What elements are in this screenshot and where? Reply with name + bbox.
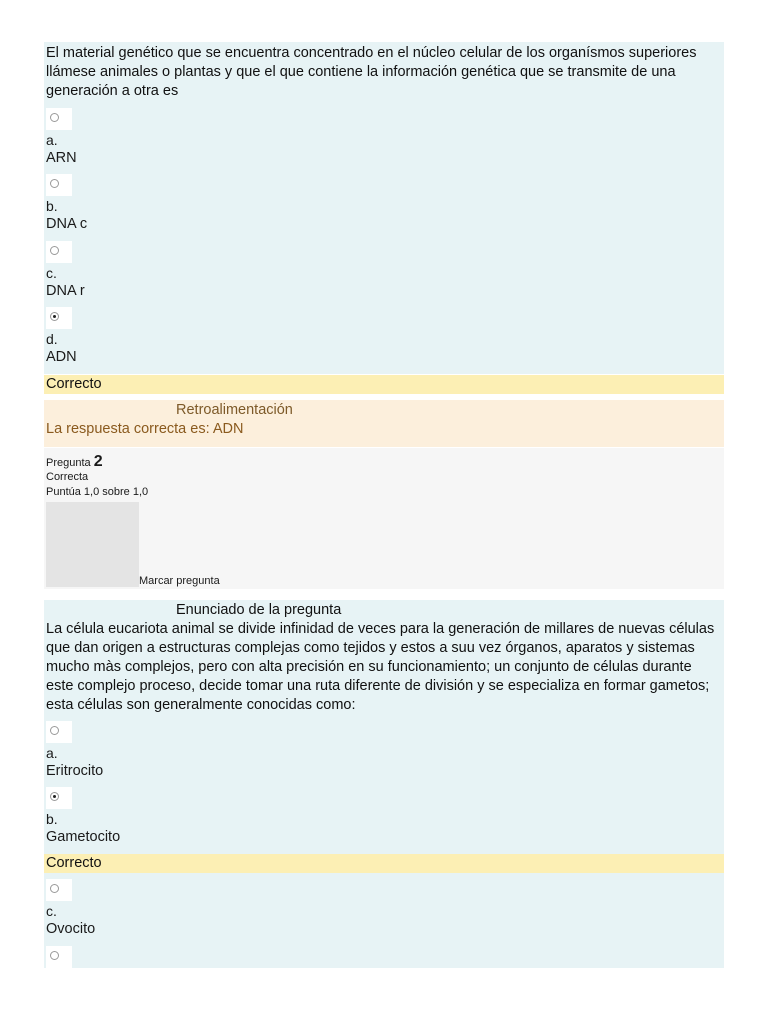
question-2-content <box>44 600 724 968</box>
option-text: DNA c <box>46 216 88 232</box>
radio-option-b[interactable] <box>46 174 72 196</box>
radio-selected-icon <box>50 792 59 801</box>
option-b[interactable] <box>46 174 87 233</box>
option-letter: b. <box>46 811 58 827</box>
question-2-info <box>44 448 724 589</box>
radio-option-a[interactable] <box>46 108 72 130</box>
radio-circle-icon <box>50 246 59 255</box>
flag-question-link[interactable]: Marcar pregunta <box>139 575 220 587</box>
option-letter: c. <box>46 903 57 919</box>
option-letter: a. <box>46 745 58 761</box>
feedback-title: Retroalimentación <box>176 402 293 418</box>
option-text: ADN <box>46 349 77 365</box>
question-2-heading: Enunciado de la pregunta <box>176 602 342 618</box>
option-letter: b. <box>46 198 58 214</box>
option-d[interactable] <box>46 307 77 366</box>
question-2-text: La célula eucariota animal se divide infinidad de veces para la generación de millares de nuevas células que dan origen a estructuras complejas como tejidos y estos a suu vez órganos, aparatos y sistemas mucho màs complejos, pero con alta precisión en su funcionamiento; un conjunto de células durante este complejo proceso, decide tomar una ruta diferente de división y se especializa en formar gametos; esta células son generalmente conocidas como: <box>46 621 715 713</box>
question-1-text: El material genético que se encuentra concentrado en el núcleo celular de los organísmos superiores llámese animales o plantas y que el que contiene la información genética que se transmite de una generación a otra es <box>46 45 697 99</box>
option-a[interactable] <box>46 721 103 780</box>
radio-option-a[interactable] <box>46 721 72 743</box>
option-text: Ovocito <box>46 921 96 937</box>
radio-option-c[interactable] <box>46 879 72 901</box>
radio-option-c[interactable] <box>46 241 72 263</box>
radio-circle-icon <box>50 179 59 188</box>
radio-circle-icon <box>50 726 59 735</box>
question-number-value: 2 <box>93 453 103 470</box>
option-d[interactable] <box>46 946 72 968</box>
option-letter: d. <box>46 331 58 347</box>
radio-option-b[interactable] <box>46 787 72 809</box>
option-c[interactable] <box>46 879 95 938</box>
flag-icon-area[interactable] <box>46 502 139 587</box>
option-letter: c. <box>46 265 57 281</box>
option-text: ARN <box>46 150 77 166</box>
option-text: Eritrocito <box>46 763 104 779</box>
radio-circle-icon <box>50 884 59 893</box>
question-1-content <box>44 42 724 374</box>
radio-option-d[interactable] <box>46 946 72 968</box>
option-a[interactable] <box>46 108 77 167</box>
option-c[interactable] <box>46 241 85 300</box>
question-2-status: Correcto <box>44 854 724 873</box>
option-letter: a. <box>46 132 58 148</box>
question-1-status: Correcto <box>44 375 724 394</box>
question-label: Pregunta <box>46 457 91 469</box>
radio-selected-icon <box>50 312 59 321</box>
option-b[interactable] <box>46 787 120 846</box>
question-state: Correcta <box>46 471 89 483</box>
feedback-text: La respuesta correcta es: ADN <box>46 421 244 437</box>
radio-option-d[interactable] <box>46 307 72 329</box>
option-text: DNA r <box>46 283 85 299</box>
option-text: Gametocito <box>46 829 121 845</box>
question-number <box>46 453 103 471</box>
radio-circle-icon <box>50 951 59 960</box>
feedback-panel <box>44 400 724 447</box>
question-score: Puntúa 1,0 sobre 1,0 <box>46 486 149 498</box>
radio-circle-icon <box>50 113 59 122</box>
